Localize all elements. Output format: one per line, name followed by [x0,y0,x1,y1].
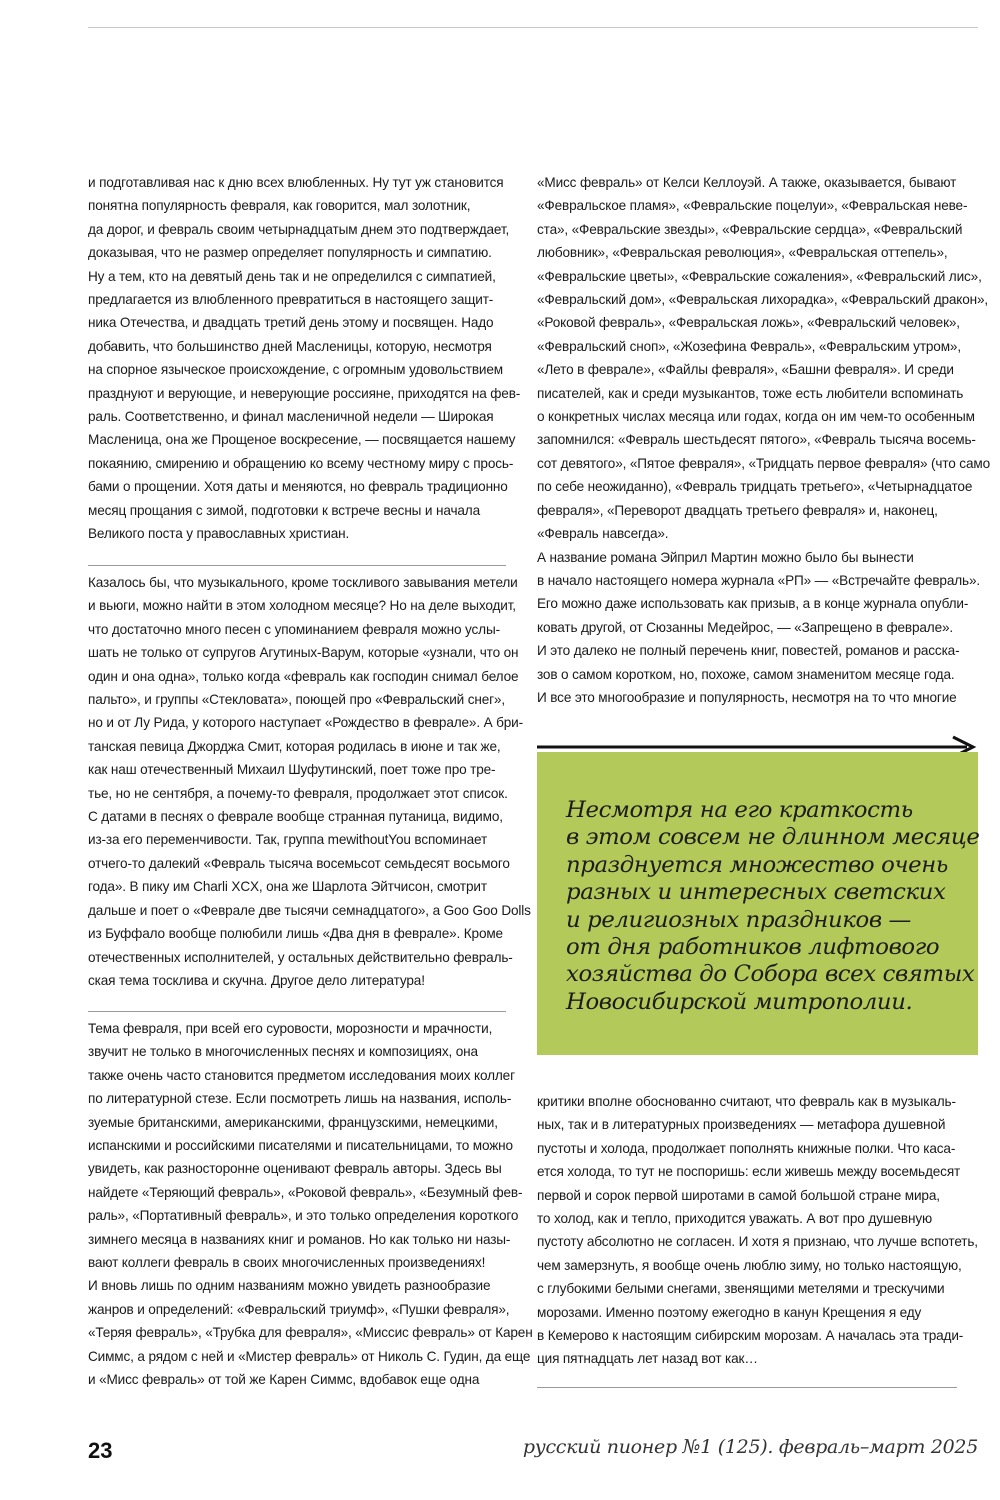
text-line: празднуют и верующие, и неверующие россияне, приходятся на фев- [88,385,521,401]
text-line: жанров и определений: «Февральский триумф», «Пушки февраля», [88,1301,510,1317]
text-line: бами о прощении. Хотя даты и меняются, но февраль традиционно [88,479,508,495]
text-line: что достаточно много песен с упоминанием февраля можно услы- [88,621,500,637]
text-line: «Роковой февраль», «Февральская ложь», «Февральский человек», [537,315,960,331]
text-line: «Мисс февраль» от Келси Келлоуэй. А также, оказывается, бывают [537,175,957,190]
text-line: любовник», «Февральская революция», «Февральская оттепель», [537,245,948,261]
text-line: «Февральский сноп», «Жозефина Февраль», «Февральским утром», [537,338,961,354]
text-line: один и она одна», только когда «февраль как господин снимал белое [88,668,519,684]
text-line: «Февральские цветы», «Февральские сожаления», «Февральский лис», [537,268,982,284]
text-line: ется холода, то тут не поспоришь: если живешь между восемьдесят [537,1164,961,1180]
text-line: ста», «Февральские звезды», «Февральские сердца», «Февральский [537,221,963,237]
section-divider [88,1011,506,1012]
text-line: Его можно даже использовать как призыв, а в конце журнала опубли- [537,596,969,612]
text-line: да дорог, и февраль своим четырнадцатым днем это подтверждает, [88,221,510,237]
text-line: Новосибирской митрополии. [566,988,913,1015]
text-line: добавить, что большинство дней Масленицы, которую, несмотря [88,338,492,354]
text-line: отчего-то далекий «Февраль тысяча восемьсот семьдесят восьмого [88,855,510,871]
text-line: увидеть, как разносторонне оценивают февраль авторы. Здесь вы [88,1161,502,1177]
text-line: ская тема тосклива и скучна. Другое дело литература! [88,972,425,988]
text-line: зов о самом коротком, но, похоже, самом знаменитом месяце года. [537,666,955,682]
text-line: ция пятнадцать лет назад вот как… [537,1351,758,1367]
text-line: шать не только от супругов Агутиных-Варум, которые «узнали, что он [88,645,519,661]
article-text-left-2 [88,571,531,992]
text-line: от дня работников лифтового [566,934,940,961]
text-line: вают коллеги февраль в своих многочисленных произведениях! [88,1255,486,1271]
text-line: и «Мисс февраль» от той же Карен Симмс, вдобавок еще одна [88,1372,480,1388]
text-line: и подготавливая нас к дню всех влюбленных. Ну тут уж становится [88,175,504,190]
text-line: пустоты и холода, продолжает пополнять книжные полки. Что каса- [537,1140,956,1156]
text-line: раль», «Портативный февраль», и это только определения короткого [88,1208,519,1224]
text-line: Казалось бы, что музыкального, кроме тоскливого завывания метели [88,575,518,590]
text-line: «Февральское пламя», «Февральские поцелуи», «Февральская неве- [537,198,968,214]
article-text-left-3 [88,1017,533,1392]
text-line: зимнего месяца в названиях книг и романов. Но как только ни назы- [88,1231,511,1247]
text-line: первой и сорок первой широтами в самой большой стране мира, [537,1187,940,1203]
text-line: Несмотря на его краткость [566,797,913,823]
text-line: С датами в песнях о феврале вообще странная путаница, видимо, [88,809,503,825]
text-line: испанскими и российскими писателями и писательницами, то можно [88,1138,513,1154]
text-line: хозяйства до Собора всех святых [566,961,975,988]
text-line: по себе неожиданно), «Февраль тридцать третьего», «Четырнадцатое [537,479,973,495]
text-line: на спорное языческое происхождение, с огромным удовольствием [88,362,503,378]
text-line: также очень часто становится предметом исследования моих коллег [88,1067,515,1083]
text-line: то холод, как и тепло, приходится уважать. А вот про душевную [537,1211,933,1227]
text-line: понятна популярность февраля, как говорится, мал золотник, [88,198,471,214]
text-line: ника Отечества, и двадцать третий день этому и посвящен. Надо [88,315,494,331]
text-line: пальто», и группы «Стекловата», поющей про «Февральский снег», [88,692,505,708]
text-line: из-за его переменчивости. Так, группа mewithoutYou вспоминает [88,832,488,848]
text-line: морозами. Именно поэтому ежегодно в канун Крещения я еду [537,1304,922,1320]
text-line: по литературной стезе. Если посмотреть лишь на названия, исполь- [88,1091,512,1107]
article-text-right-2 [537,1090,977,1371]
text-line: дальше и поет о «Феврале две тысячи семнадцатого», а Goo Goo Dolls [88,902,531,918]
text-line: пустоту абсолютно не согласен. И хотя я признаю, что лучше вспотеть, [537,1234,978,1250]
text-line: доказывая, что не размер определяет популярность и симпатию. [88,245,492,261]
section-divider [537,1387,957,1388]
text-line: И все это многообразие и популярность, несмотря на то что многие [537,689,957,705]
text-line: Масленица, она же Прощеное воскресение, — посвящается нашему [88,432,516,448]
text-line: А название романа Эйприл Мартин можно было бы вынести [537,549,914,565]
text-line: зуемые британскими, американскими, французскими, немецкими, [88,1114,498,1130]
text-line: и вьюги, можно найти в этом холодном месяце? Но на деле выходит, [88,598,516,614]
text-line: празднуется множество очень [566,851,948,878]
page-number: 23 [88,1438,113,1463]
text-line: ных, так и в литературных произведениях — метафора душевной [537,1117,946,1133]
text-line: с глубокими белыми снегами, звенящими метелями и трескучими [537,1281,945,1297]
text-line: И это далеко не полный перечень книг, повестей, романов и расска- [537,643,960,659]
text-line: «Лето в феврале», «Файлы февраля», «Башни февраля». И среди [537,362,954,378]
text-line: и религиозных праздников — [566,906,911,933]
text-line: Ну а тем, кто на девятый день так и не определился с симпатией, [88,268,496,284]
text-line: И вновь лишь по одним названиям можно увидеть разнообразие [88,1278,491,1294]
text-line: «Февраль навсегда». [537,526,669,542]
article-text-right-1 [537,171,990,709]
text-line: о конкретных числах месяца или годах, когда он им чем-то особенным [537,409,975,425]
running-head: русский пионер №1 (125). февраль–март 2025 [522,1436,978,1458]
text-line: Тема февраля, при всей его суровости, морозности и мрачности, [88,1021,493,1036]
text-line: как наш отечественный Михаил Шуфутинский, поет тоже про тре- [88,762,496,778]
text-line: Симмс, а рядом с ней и «Мистер февраль» от Николь С. Гудин, да еще [88,1348,531,1364]
text-line: «Февральский дом», «Февральская лихорадка», «Февральский дракон», [537,292,989,308]
text-line: разных и интересных светских [566,879,946,906]
text-line: запомнился: «Февраль шестьдесят пятого», «Февраль тысяча восемь- [537,432,976,448]
text-line: тье, но не сентября, а почему-то февраля, продолжает этот список. [88,785,508,801]
text-line: в этом совсем не длинном месяце [566,824,980,851]
text-line: писателей, как и среди музыкантов, тоже есть любители вспоминать [537,385,964,401]
text-line: ковать другой, от Сюзанны Медейрос, — «Запрещено в феврале». [537,619,954,635]
text-line: танская певица Джорджа Смит, которая родилась в июне и так же, [88,738,501,754]
text-line: из Буффало вообще полюбили лишь «Два дня в феврале». Кроме [88,926,503,942]
text-line: покаянию, смирению и обращению ко всему честному миру с прось- [88,455,514,471]
text-line: отечественных исполнителей, у остальных действительно февраль- [88,949,513,965]
top-rule [88,27,978,28]
section-divider [88,565,506,566]
text-line: в Кемерово к настоящим сибирским морозам. А началась эта тради- [537,1328,964,1344]
text-line: звучит не только в многочисленных песнях и композициях, она [88,1044,478,1060]
text-line: февраля», «Переворот двадцать третьего февраля» и, наконец, [537,502,938,518]
text-line: предлагается из влюбленного превратиться в настоящего защит- [88,292,494,308]
text-line: месяц прощания с зимой, подготовки к встрече весны и начала [88,502,480,518]
text-line: года». В пику им Charli XCX, она же Шарлота Эйтчисон, смотрит [88,879,487,895]
text-line: чем замерзнуть, я вообще очень люблю зиму, но только настоящую, [537,1257,962,1273]
article-text-left-1 [88,171,521,546]
text-line: в начало настоящего номера журнала «РП» — «Встречайте февраль». [537,572,980,588]
text-line: но и от Лу Рида, у которого наступает «Рождество в феврале». А бри- [88,715,523,731]
pull-quote-text [566,797,980,1016]
text-line: найдете «Теряющий февраль», «Роковой февраль», «Безумный фев- [88,1184,523,1200]
text-line: критики вполне обоснованно считают, что февраль как в музыкаль- [537,1094,956,1109]
text-line: Великого поста у православных христиан. [88,526,350,542]
text-line: «Теряя февраль», «Трубка для февраля», «Миссис февраль» от Карен [88,1325,533,1341]
text-line: сот девятого», «Пятое февраля», «Тридцать первое февраля» (что само [537,455,990,471]
text-line: раль. Соответственно, и финал масленичной недели — Широкая [88,409,494,425]
